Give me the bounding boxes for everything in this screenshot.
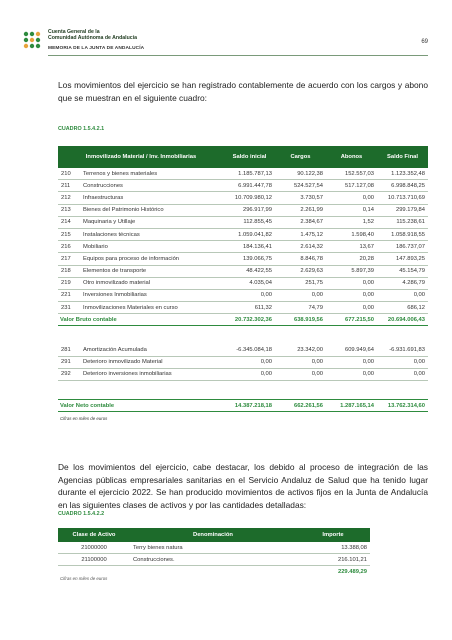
spacer-row xyxy=(58,381,428,391)
saldo-inicial-value: 48.422,55 xyxy=(224,265,275,277)
total-amount: 229.489,29 xyxy=(337,568,367,575)
abonos-value: 152.557,03 xyxy=(326,168,377,180)
asset-class-code: 21100000 xyxy=(58,554,130,566)
col-header-saldo-final: Saldo Final xyxy=(377,146,428,168)
account-code: 292 xyxy=(58,368,81,380)
abonos-value: 0,00 xyxy=(326,368,377,380)
col-header-abonos: Abonos xyxy=(326,146,377,168)
col-header-saldo-inicial: Saldo inicial xyxy=(224,146,275,168)
account-name: Otro inmovilizado material xyxy=(81,277,224,289)
total-empty-cell xyxy=(130,566,296,578)
saldo-inicial-value: 1.059.041,82 xyxy=(224,228,275,240)
account-code: 221 xyxy=(58,289,81,301)
abonos-value: 0,00 xyxy=(326,289,377,301)
account-name: Instalaciones técnicas xyxy=(81,228,224,240)
org-title-line2: Comunidad Autónoma de Andalucía xyxy=(48,35,137,42)
valor-bruto-row xyxy=(58,314,428,326)
saldo-inicial-value: 611,32 xyxy=(224,302,275,314)
col-header-importe: Importe xyxy=(296,528,370,542)
saldo-final-value: 147.893,25 xyxy=(377,253,428,265)
table-row xyxy=(58,168,428,180)
saldo-final-value: 299.179,84 xyxy=(377,204,428,216)
account-name: Elementos de transporte xyxy=(81,265,224,277)
cargos-value: 74,79 xyxy=(275,302,326,314)
saldo-inicial-value: 1.185.787,13 xyxy=(224,168,275,180)
table1-note: Cifras en miles de euros xyxy=(60,415,108,421)
total-cargos: 638.919,56 xyxy=(275,314,326,326)
org-title-line1: Cuenta General de la xyxy=(48,29,100,35)
asset-classes-table-body xyxy=(58,542,370,577)
movements-table-body xyxy=(58,168,428,424)
note-row xyxy=(58,412,428,425)
total-saldo-final: 13.762.314,60 xyxy=(377,400,428,412)
account-code: 281 xyxy=(58,344,81,356)
saldo-final-value: 4.286,79 xyxy=(377,277,428,289)
saldo-final-value: 1.058.918,55 xyxy=(377,228,428,240)
saldo-inicial-value: 0,00 xyxy=(224,289,275,301)
cargos-value: 0,00 xyxy=(275,356,326,368)
section-title: MEMORIA DE LA JUNTA DE ANDALUCÍA xyxy=(48,46,145,51)
account-code: 216 xyxy=(58,241,81,253)
account-name: Infraestructuras xyxy=(81,192,224,204)
page-number: 69 xyxy=(421,39,428,45)
spacer-cell xyxy=(58,335,428,344)
cargos-value: 23.342,00 xyxy=(275,344,326,356)
table-row xyxy=(58,344,428,356)
account-code: 214 xyxy=(58,216,81,228)
spacer-cell xyxy=(58,381,428,391)
saldo-final-value: 686,12 xyxy=(377,302,428,314)
table-row xyxy=(58,204,428,216)
total-saldo-final: 20.694.006,43 xyxy=(377,314,428,326)
asset-classes-table xyxy=(58,528,370,577)
table-row xyxy=(58,228,428,240)
account-name: Bienes del Patrimonio Histórico xyxy=(81,204,224,216)
account-name: Deterioro inmovilizado Material xyxy=(81,356,224,368)
saldo-inicial-value: 4.035,04 xyxy=(224,277,275,289)
table1-caption: CUADRO 1.5.4.2.1 xyxy=(58,126,105,132)
total-cargos: 662.261,56 xyxy=(275,400,326,412)
saldo-inicial-value: 6.991.447,78 xyxy=(224,180,275,192)
spacer-row xyxy=(58,326,428,336)
account-code: 217 xyxy=(58,253,81,265)
cargos-value: 0,00 xyxy=(275,368,326,380)
account-name: Equipos para proceso de información xyxy=(81,253,224,265)
spacer-cell xyxy=(58,390,428,400)
cargos-value: 0,00 xyxy=(275,289,326,301)
cargos-value: 251,75 xyxy=(275,277,326,289)
table-header-row xyxy=(58,528,370,542)
abonos-value: 0,00 xyxy=(326,192,377,204)
saldo-final-value: 0,00 xyxy=(377,368,428,380)
saldo-final-value: 45.154,79 xyxy=(377,265,428,277)
total-saldo-inicial: 20.732.302,36 xyxy=(224,314,275,326)
header-divider xyxy=(48,55,428,56)
saldo-inicial-value: 296.917,99 xyxy=(224,204,275,216)
abonos-value: 517.127,08 xyxy=(326,180,377,192)
saldo-inicial-value: 184.136,41 xyxy=(224,241,275,253)
second-paragraph: De los movimientos del ejercicio, cabe destacar, los debido al proceso de integración de las Agencias públicas empresariales sanitarias en el Servicio Andaluz de Salud que ha tenido lugar durante el ejercicio 2022. Se han producido movimientos de activos fijos en la Junta de Andalucía en las siguientes clases de activos y por las cantidades detalladas: xyxy=(58,462,428,510)
saldo-final-value: 0,00 xyxy=(377,289,428,301)
col-header-cargos: Cargos xyxy=(275,146,326,168)
account-code: 231 xyxy=(58,302,81,314)
valor-neto-row xyxy=(58,400,428,412)
intro-paragraph: Los movimientos del ejercicio se han registrado contablemente de acuerdo con los cargos y abono que se muestran en el siguiente cuadro: xyxy=(58,80,428,103)
spacer-row xyxy=(58,335,428,344)
account-code: 218 xyxy=(58,265,81,277)
col-header-clase: Clase de Activo xyxy=(58,528,130,542)
saldo-final-value: 10.713.710,69 xyxy=(377,192,428,204)
cargos-value: 2.261,99 xyxy=(275,204,326,216)
table-row xyxy=(58,180,428,192)
table-row xyxy=(58,192,428,204)
abonos-value: 1.598,40 xyxy=(326,228,377,240)
saldo-inicial-value: 0,00 xyxy=(224,368,275,380)
table-row xyxy=(58,241,428,253)
account-code: 213 xyxy=(58,204,81,216)
cargos-value: 1.475,12 xyxy=(275,228,326,240)
saldo-final-value: 186.737,07 xyxy=(377,241,428,253)
cargos-value: 3.730,57 xyxy=(275,192,326,204)
total-abonos: 1.287.165,14 xyxy=(326,400,377,412)
abonos-value: 13,67 xyxy=(326,241,377,253)
abonos-value: 5.897,39 xyxy=(326,265,377,277)
cargos-value: 2.614,32 xyxy=(275,241,326,253)
table-row xyxy=(58,542,370,554)
spacer-row xyxy=(58,390,428,400)
junta-andalucia-logo xyxy=(22,30,42,50)
asset-amount: 216.101,21 xyxy=(296,554,370,566)
saldo-final-value: 115.238,61 xyxy=(377,216,428,228)
saldo-inicial-value: 112.855,45 xyxy=(224,216,275,228)
table-row xyxy=(58,368,428,380)
table-row xyxy=(58,302,428,314)
cargos-value: 2.384,67 xyxy=(275,216,326,228)
table-row xyxy=(58,265,428,277)
account-name: Amortización Acumulada xyxy=(81,344,224,356)
table-header-row xyxy=(58,146,428,168)
account-code: 211 xyxy=(58,180,81,192)
table-row xyxy=(58,216,428,228)
account-name: Deterioro inversiones inmobiliarias xyxy=(81,368,224,380)
movements-table xyxy=(58,146,428,424)
abonos-value: 0,00 xyxy=(326,277,377,289)
saldo-final-value: 6.998.848,25 xyxy=(377,180,428,192)
saldo-inicial-value: -6.345.084,18 xyxy=(224,344,275,356)
account-code: 215 xyxy=(58,228,81,240)
table-row xyxy=(58,253,428,265)
saldo-inicial-value: 139.066,75 xyxy=(224,253,275,265)
account-name: Inmovilizaciones Materiales en curso xyxy=(81,302,224,314)
cargos-value: 90.122,38 xyxy=(275,168,326,180)
table-row xyxy=(58,554,370,566)
saldo-inicial-value: 10.709.980,12 xyxy=(224,192,275,204)
account-name: Mobiliario xyxy=(81,241,224,253)
table-row xyxy=(58,277,428,289)
account-code: 212 xyxy=(58,192,81,204)
table-row xyxy=(58,289,428,301)
org-title xyxy=(48,29,137,41)
asset-class-code: 21000000 xyxy=(58,542,130,554)
total-label: Valor Neto contable xyxy=(58,400,224,412)
cargos-value: 2.629,63 xyxy=(275,265,326,277)
abonos-value: 20,28 xyxy=(326,253,377,265)
total-saldo-inicial: 14.387.218,18 xyxy=(224,400,275,412)
abonos-value: 0,00 xyxy=(326,356,377,368)
account-name: Terrenos y bienes materiales xyxy=(81,168,224,180)
account-name: Construcciones xyxy=(81,180,224,192)
asset-amount: 13.388,08 xyxy=(296,542,370,554)
asset-denomination: Construcciones. xyxy=(130,554,296,566)
account-name: Maquinaria y Utillaje xyxy=(81,216,224,228)
account-code: 291 xyxy=(58,356,81,368)
cargos-value: 524.527,54 xyxy=(275,180,326,192)
table2-note: Cifras en miles de euros xyxy=(60,576,108,581)
asset-denomination: Terry bienes natura xyxy=(130,542,296,554)
table2-caption: CUADRO 1.5.4.2.2 xyxy=(58,511,105,517)
spacer-cell xyxy=(58,326,428,336)
col-header-concept: Inmovilizado Material / Inv. Inmobiliarias xyxy=(58,146,224,168)
abonos-value: 0,14 xyxy=(326,204,377,216)
account-code: 210 xyxy=(58,168,81,180)
total-label: Valor Bruto contable xyxy=(58,314,224,326)
table-row xyxy=(58,356,428,368)
saldo-final-value: 1.123.352,48 xyxy=(377,168,428,180)
cargos-value: 8.846,78 xyxy=(275,253,326,265)
abonos-value: 1,52 xyxy=(326,216,377,228)
saldo-final-value: 0,00 xyxy=(377,356,428,368)
saldo-final-value: -6.931.691,83 xyxy=(377,344,428,356)
col-header-denominacion: Denominación xyxy=(130,528,296,542)
abonos-value: 0,00 xyxy=(326,302,377,314)
total-abonos: 677.215,50 xyxy=(326,314,377,326)
account-name: Inversiones Inmobiliarias xyxy=(81,289,224,301)
account-code: 219 xyxy=(58,277,81,289)
saldo-inicial-value: 0,00 xyxy=(224,356,275,368)
abonos-value: 609.949,64 xyxy=(326,344,377,356)
